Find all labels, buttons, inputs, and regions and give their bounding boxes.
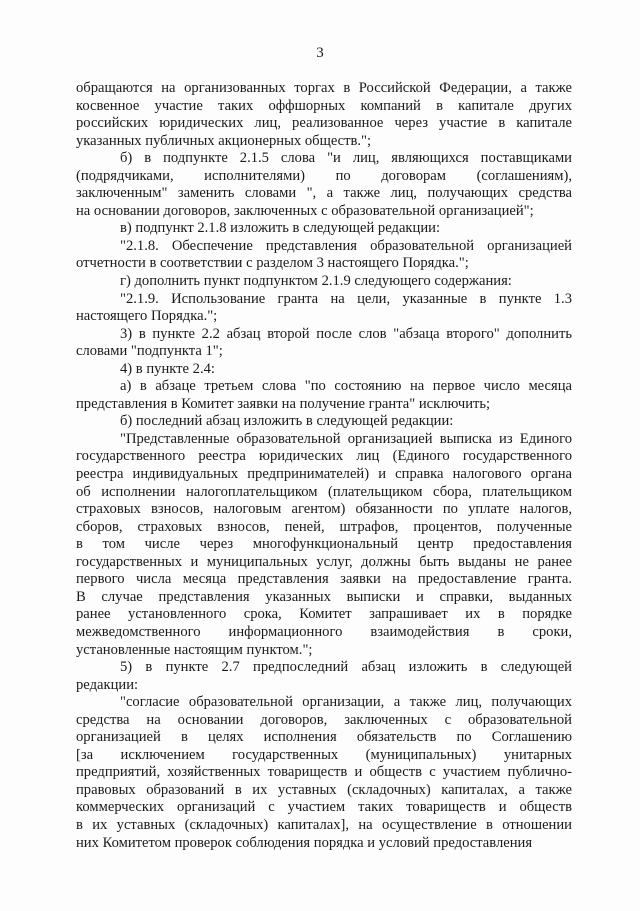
text-line: "2.1.9. Использование гранта на цели, указанные в пункте 1.3 (120, 290, 572, 307)
text-line: настоящего Порядка."; (76, 308, 218, 325)
text-line: 4) в пункте 2.4: (120, 360, 215, 377)
text-line: российских юридических лиц, реализованное через участие в капитале (76, 115, 572, 132)
text-line: предприятий, хозяйственных товариществ и обществ с участием публично- (76, 764, 572, 781)
text-line: "согласие образовательной организации, а также лиц, получающих (120, 694, 572, 711)
text-line: косвенное участие таких оффшорных компаний в капитале других (76, 97, 572, 114)
paragraph (76, 326, 572, 361)
text-line: отчетности в соответствии с разделом 3 настоящего Порядка."; (76, 255, 469, 272)
text-line: а) в абзаце третьем слова "по состоянию на первое число месяца (120, 378, 572, 395)
text-line: об исполнении налогоплательщиком (плательщиком сбора, плательщиком (76, 483, 572, 500)
paragraph (76, 150, 572, 220)
paragraph (76, 694, 572, 852)
text-line: установленные настоящим пунктом."; (76, 641, 313, 658)
text-line: в) подпункт 2.1.8 изложить в следующей редакции: (120, 220, 440, 237)
text-line: организацией в целях исполнения обязательств по Соглашению (76, 729, 572, 746)
paragraph (76, 413, 572, 431)
text-line: в том числе через многофункциональный центр предоставления (76, 536, 572, 553)
text-line: на основании договоров, заключенных с образовательной организацией"; (76, 202, 534, 219)
text-line: 5) в пункте 2.7 предпоследний абзац изложить в следующей (120, 659, 572, 676)
text-line: страховых взносов, налоговым агентом) обязанности по уплате налогов, (76, 501, 572, 518)
text-line: б) в подпункте 2.1.5 слова "и лиц, являющихся поставщиками (120, 150, 572, 167)
page-number: 3 (316, 45, 324, 61)
text-line: [за исключением государственных (муниципальных) унитарных (76, 746, 572, 763)
text-line: межведомственного информационного взаимодействия в сроки, (76, 623, 572, 640)
text-line: б) последний абзац изложить в следующей редакции: (120, 413, 454, 430)
text-line: представления в Комитет заявки на получение гранта" исключить; (76, 395, 491, 412)
text-line: первого числа месяца представления заявки на предоставление гранта. (76, 571, 572, 588)
paragraph (76, 431, 572, 659)
paragraph (76, 273, 572, 291)
text-line: средства на основании договоров, заключенных с образовательной (76, 711, 572, 728)
paragraph (76, 238, 572, 273)
text-line: 3) в пункте 2.2 абзац второй после слов "абзаца второго" дополнить (120, 325, 572, 342)
text-line: (подрядчиками, исполнителями) по договорам (соглашениям), (76, 167, 572, 184)
text-line: редакции: (76, 676, 139, 693)
text-line: указанных публичных акционерных обществ."; (76, 132, 372, 149)
document-body (76, 80, 572, 852)
text-line: В случае представления указанных выписки и справки, выданных (76, 588, 572, 605)
text-line: них Комитетом проверок соблюдения порядка и условий предоставления (76, 834, 533, 851)
text-line: реестра индивидуальных предпринимателей) и справка налогового органа (76, 466, 572, 483)
text-line: словами "подпункта 1"; (76, 343, 223, 360)
paragraph (76, 361, 572, 379)
paragraph (76, 80, 572, 150)
text-line: обращаются на организованных торгах в Российской Федерации, а также (76, 80, 572, 96)
text-line: "2.1.8. Обеспечение представления образовательной организацией (120, 237, 572, 254)
paragraph (76, 659, 572, 694)
text-line: правовых образований в их уставных (складочных) капиталах, а также (76, 781, 572, 798)
paragraph (76, 378, 572, 413)
text-line: коммерческих организаций с участием таких товариществ и обществ (76, 799, 572, 816)
text-line: в их уставных (складочных) капиталах], на осуществление в отношении (76, 816, 572, 833)
paragraph (76, 220, 572, 238)
text-line: государственного реестра юридических лиц (Единого государственного (76, 448, 572, 465)
text-line: г) дополнить пункт подпунктом 2.1.9 следующего содержания: (120, 273, 512, 290)
text-line: государственных и муниципальных услуг, должны быть выданы не ранее (76, 553, 572, 570)
text-line: заключенным" заменить словами ", а также лиц, получающих средства (76, 185, 572, 202)
text-line: сборов, страховых взносов, пеней, штрафов, процентов, полученные (76, 518, 572, 535)
text-line: "Представленные образовательной организацией выписка из Единого (120, 430, 572, 447)
paragraph (76, 291, 572, 326)
text-line: ранее установленного срока, Комитет запрашивает их в порядке (76, 606, 572, 623)
